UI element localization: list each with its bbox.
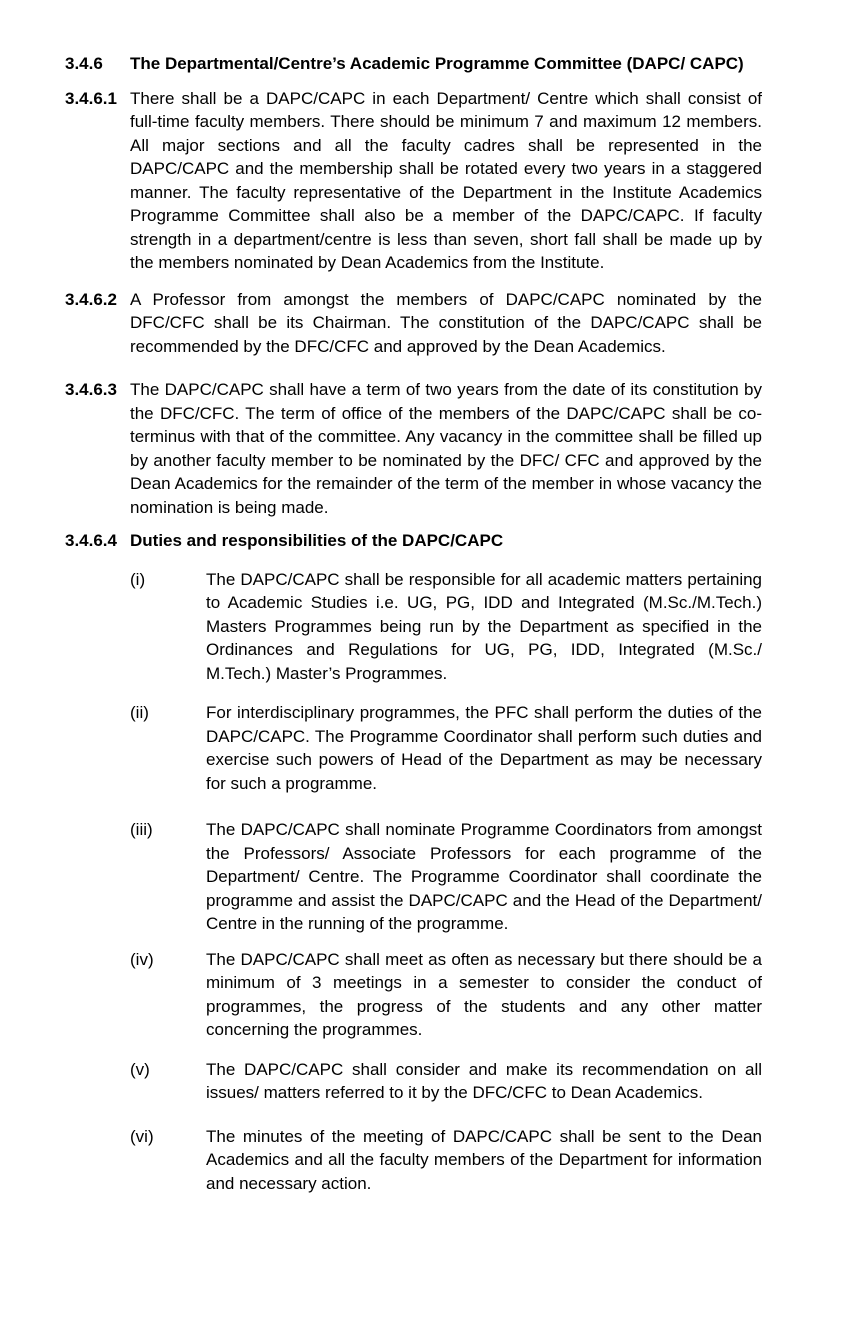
subsection-title: Duties and responsibilities of the DAPC/CAPC: [130, 531, 504, 550]
paragraph-body: The DAPC/CAPC shall have a term of two years from the date of its constitution by the DFC/CFC. The term of office of the members of the DAPC/CAPC shall be co-terminus with that of the committee. Any vacancy in the committee shall be filled up by another faculty member to be nominated by the DFC/ CFC and approved by the Dean Academics for the remainder of the term of the member in whose vacancy the nomination is being made.: [130, 380, 762, 517]
duty-body: The minutes of the meeting of DAPC/CAPC shall be sent to the Dean Academics and all the faculty members of the Department for information and necessary action.: [206, 1126, 762, 1193]
paragraph-body: A Professor from amongst the members of DAPC/CAPC nominated by the DFC/CFC shall be its Chairman. The constitution of the DAPC/CAPC shall be recommended by the DFC/CFC and approved by the Dean Academics.: [130, 289, 762, 356]
duty-item: [0, 1058, 863, 1105]
duty-item: [0, 948, 863, 1042]
paragraph: [0, 288, 863, 359]
section-heading: [0, 52, 863, 76]
duty-item: [0, 818, 863, 936]
duty-body: The DAPC/CAPC shall consider and make its recommendation on all issues/ matters referred to it by the DFC/CFC to Dean Academics.: [206, 1059, 762, 1102]
paragraph-number: 3.4.6.1: [65, 88, 117, 108]
duty-body: The DAPC/CAPC shall nominate Programme Coordinators from amongst the Professors/ Associate Professors for each programme of the Department/ Centre. The Programme Coordinator shall coordinate the programme and assist the DAPC/CAPC and the Head of the Department/ Centre in the running of the programme.: [206, 820, 762, 933]
duty-label: (ii): [130, 703, 149, 722]
duty-body: The DAPC/CAPC shall be responsible for all academic matters pertaining to Academic Studies i.e. UG, PG, IDD and Integrated (M.Sc./M.Tech.) Masters Programmes being run by the Department as specified in the Ordinances and Regulations for UG, PG, IDD, Integrated (M.Sc./ M.Tech.) Master’s Programmes.: [206, 569, 762, 683]
duty-item: [0, 568, 863, 686]
duty-label: (i): [130, 569, 146, 589]
paragraph-body: There shall be a DAPC/CAPC in each Department/ Centre which shall consist of full-time faculty members. There should be minimum 7 and maximum 12 members. All major sections and all the faculty cadres shall be represented in the DAPC/CAPC and the membership shall be rotated every two years in a staggered manner. The faculty representative of the Department in the Institute Academics Programme Committee shall also be a member of the DAPC/CAPC. If faculty strength in a department/centre is less than seven, short fall shall be made up by the members nominated by Dean Academics from the Institute.: [130, 88, 762, 272]
duty-body: For interdisciplinary programmes, the PFC shall perform the duties of the DAPC/CAPC. The Programme Coordinator shall perform such duties and exercise such powers of Head of the Department as may be necessary for such a programme.: [206, 703, 762, 793]
duty-item: [0, 701, 863, 795]
section-number: 3.4.6: [65, 54, 103, 73]
paragraph: [0, 378, 863, 519]
duty-label: (v): [130, 1059, 150, 1079]
subsection-heading: [0, 529, 863, 553]
paragraph-number: 3.4.6.3: [65, 380, 117, 399]
duty-label: (vi): [130, 1126, 154, 1146]
duty-item: [0, 1125, 863, 1196]
section-title: The Departmental/Centre’s Academic Programme Committee (DAPC/ CAPC): [130, 54, 744, 73]
duty-body: The DAPC/CAPC shall meet as often as necessary but there should be a minimum of 3 meetings in a semester to consider the conduct of programmes, the progress of the students and any other matter concerning the programmes.: [206, 949, 762, 1039]
duty-label: (iv): [130, 949, 154, 969]
subsection-number: 3.4.6.4: [65, 531, 117, 550]
duty-label: (iii): [130, 820, 153, 839]
paragraph-number: 3.4.6.2: [65, 289, 117, 309]
duties-list: [0, 568, 863, 1196]
paragraph: [0, 87, 863, 275]
